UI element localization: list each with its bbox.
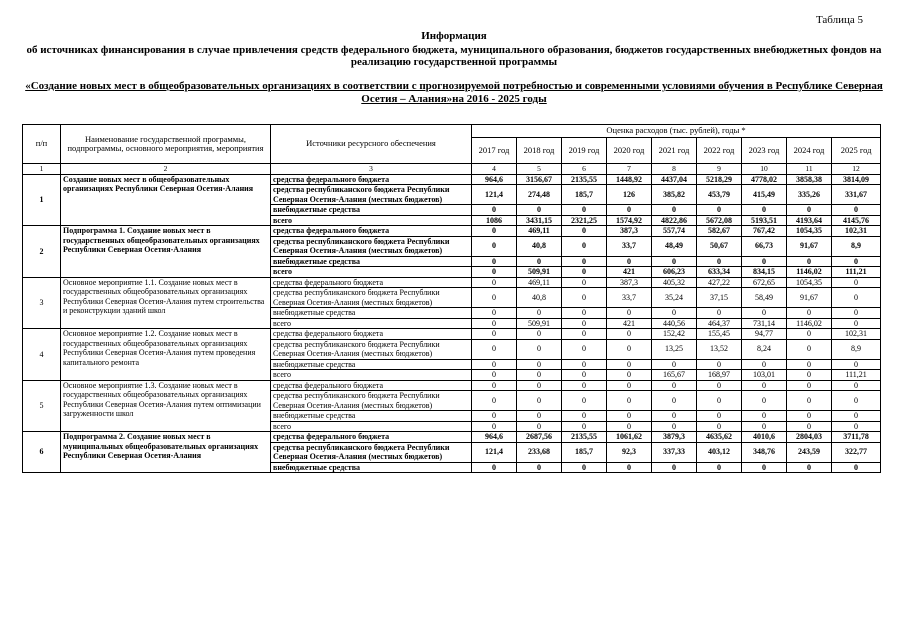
amount-cell: 40,8	[517, 288, 562, 308]
amount-cell: 415,49	[742, 185, 787, 205]
funding-source: внебюджетные средства	[271, 462, 472, 473]
amount-cell: 0	[607, 308, 652, 319]
amount-cell: 0	[832, 256, 881, 267]
column-index: 6	[562, 164, 607, 175]
funding-source: средства федерального бюджета	[271, 329, 472, 340]
amount-cell: 1146,02	[787, 318, 832, 329]
row-number: 6	[23, 432, 61, 473]
amount-cell: 0	[472, 277, 517, 288]
amount-cell: 35,24	[652, 288, 697, 308]
amount-cell: 0	[517, 329, 562, 340]
amount-cell: 405,32	[652, 277, 697, 288]
amount-cell: 0	[562, 391, 607, 411]
column-index: 7	[607, 164, 652, 175]
header-year: 2022 год	[697, 138, 742, 164]
amount-cell: 440,56	[652, 318, 697, 329]
amount-cell: 0	[787, 411, 832, 422]
amount-cell: 0	[517, 359, 562, 370]
amount-cell: 964,6	[472, 174, 517, 185]
amount-cell: 0	[562, 380, 607, 391]
amount-cell: 0	[472, 380, 517, 391]
funding-source: внебюджетные средства	[271, 411, 472, 422]
amount-cell: 33,7	[607, 288, 652, 308]
amount-cell: 582,67	[697, 226, 742, 237]
amount-cell: 102,31	[832, 226, 881, 237]
amount-cell: 0	[787, 462, 832, 473]
amount-cell: 427,22	[697, 277, 742, 288]
funding-source: внебюджетные средства	[271, 308, 472, 319]
amount-cell: 0	[562, 277, 607, 288]
program-name: Основное мероприятие 1.2. Создание новых мест в государственных общеобразовательных организациях Республики Северная Осетия-Алания путем проведения капитального ремонта	[61, 329, 271, 381]
amount-cell: 0	[472, 329, 517, 340]
column-index: 2	[61, 164, 271, 175]
program-name: Подпрограмма 1. Создание новых мест в государственных общеобразовательных организациях Республики Северная Осетия-Алания	[61, 226, 271, 278]
amount-cell: 0	[472, 226, 517, 237]
amount-cell: 0	[562, 288, 607, 308]
amount-cell: 0	[607, 411, 652, 422]
amount-cell: 767,42	[742, 226, 787, 237]
amount-cell: 233,68	[517, 442, 562, 462]
amount-cell: 40,8	[517, 236, 562, 256]
amount-cell: 606,23	[652, 267, 697, 278]
amount-cell: 0	[472, 256, 517, 267]
program-name: Подпрограмма 2. Создание новых мест в муниципальных общеобразовательных организациях Республики Северная Осетия-Алания	[61, 432, 271, 473]
amount-cell: 0	[562, 421, 607, 432]
amount-cell: 0	[517, 339, 562, 359]
amount-cell: 387,3	[607, 277, 652, 288]
amount-cell: 0	[697, 462, 742, 473]
amount-cell: 91,67	[787, 236, 832, 256]
amount-cell: 335,26	[787, 185, 832, 205]
header-source: Источники ресурсного обеспечения	[271, 125, 472, 164]
amount-cell: 2804,03	[787, 432, 832, 443]
amount-cell: 0	[517, 421, 562, 432]
amount-cell: 557,74	[652, 226, 697, 237]
amount-cell: 92,3	[607, 442, 652, 462]
amount-cell: 33,7	[607, 236, 652, 256]
amount-cell: 385,82	[652, 185, 697, 205]
amount-cell: 152,42	[652, 329, 697, 340]
amount-cell: 0	[562, 226, 607, 237]
amount-cell: 50,67	[697, 236, 742, 256]
amount-cell: 964,6	[472, 432, 517, 443]
table-row	[23, 329, 881, 340]
amount-cell: 0	[787, 308, 832, 319]
funding-source: средства федерального бюджета	[271, 174, 472, 185]
amount-cell: 121,4	[472, 185, 517, 205]
amount-cell: 0	[517, 308, 562, 319]
amount-cell: 0	[562, 370, 607, 381]
amount-cell: 8,9	[832, 339, 881, 359]
funding-source: всего	[271, 421, 472, 432]
amount-cell: 0	[787, 370, 832, 381]
funding-source: средства республиканского бюджета Республики Северная Осетия-Алания (местных бюджетов)	[271, 339, 472, 359]
amount-cell: 103,01	[742, 370, 787, 381]
document-subtitle: об источниках финансирования в случае привлечения средств федерального бюджета, муниципального образования, бюджетов государственных внебюджетных фондов на реализацию государственной программы	[26, 44, 882, 68]
amount-cell: 5672,08	[697, 215, 742, 226]
document-title: Информация	[421, 30, 487, 42]
funding-source: внебюджетные средства	[271, 205, 472, 216]
amount-cell: 94,77	[742, 329, 787, 340]
amount-cell: 4822,86	[652, 215, 697, 226]
amount-cell: 3711,78	[832, 432, 881, 443]
amount-cell: 0	[562, 411, 607, 422]
amount-cell: 2135,55	[562, 432, 607, 443]
amount-cell: 3431,15	[517, 215, 562, 226]
amount-cell: 0	[517, 256, 562, 267]
amount-cell: 0	[742, 380, 787, 391]
amount-cell: 0	[607, 421, 652, 432]
amount-cell: 0	[832, 277, 881, 288]
amount-cell: 155,45	[697, 329, 742, 340]
amount-cell: 111,21	[832, 370, 881, 381]
amount-cell: 0	[832, 318, 881, 329]
amount-cell: 0	[832, 411, 881, 422]
amount-cell: 0	[742, 359, 787, 370]
amount-cell: 0	[697, 308, 742, 319]
amount-cell: 0	[517, 462, 562, 473]
amount-cell: 0	[472, 318, 517, 329]
row-number: 4	[23, 329, 61, 381]
amount-cell: 421	[607, 318, 652, 329]
amount-cell: 185,7	[562, 185, 607, 205]
amount-cell: 0	[472, 308, 517, 319]
amount-cell: 0	[652, 421, 697, 432]
amount-cell: 0	[652, 462, 697, 473]
amount-cell: 2687,56	[517, 432, 562, 443]
amount-cell: 0	[562, 318, 607, 329]
amount-cell: 0	[607, 391, 652, 411]
amount-cell: 348,76	[742, 442, 787, 462]
amount-cell: 0	[472, 267, 517, 278]
header-year: 2020 год	[607, 138, 652, 164]
amount-cell: 4010,6	[742, 432, 787, 443]
amount-cell: 0	[472, 391, 517, 411]
amount-cell: 0	[562, 359, 607, 370]
amount-cell: 3814,09	[832, 174, 881, 185]
column-index: 9	[697, 164, 742, 175]
table-row	[23, 432, 881, 443]
amount-cell: 3156,67	[517, 174, 562, 185]
amount-cell: 509,91	[517, 318, 562, 329]
amount-cell: 13,52	[697, 339, 742, 359]
amount-cell: 168,97	[697, 370, 742, 381]
amount-cell: 4635,62	[697, 432, 742, 443]
amount-cell: 0	[697, 421, 742, 432]
funding-source: средства федерального бюджета	[271, 277, 472, 288]
amount-cell: 322,77	[832, 442, 881, 462]
funding-source: средства федерального бюджета	[271, 380, 472, 391]
funding-source: внебюджетные средства	[271, 256, 472, 267]
amount-cell: 509,91	[517, 267, 562, 278]
header-estimate: Оценка расходов (тыс. рублей), годы *	[472, 125, 881, 138]
header-name: Наименование государственной программы, подпрограммы, основного мероприятия, мероприятия	[61, 125, 271, 164]
amount-cell: 0	[607, 339, 652, 359]
amount-cell: 0	[787, 421, 832, 432]
funding-source: всего	[271, 267, 472, 278]
amount-cell: 0	[697, 380, 742, 391]
header-year: 2018 год	[517, 138, 562, 164]
program-name: Создание новых мест в общеобразовательных организациях Республики Северная Осетия-Алания	[61, 174, 271, 226]
funding-source: средства республиканского бюджета Республики Северная Осетия-Алания (местных бюджетов)	[271, 236, 472, 256]
amount-cell: 1448,92	[607, 174, 652, 185]
amount-cell: 1061,62	[607, 432, 652, 443]
amount-cell: 633,34	[697, 267, 742, 278]
amount-cell: 0	[562, 329, 607, 340]
amount-cell: 0	[472, 359, 517, 370]
amount-cell: 0	[472, 370, 517, 381]
amount-cell: 337,33	[652, 442, 697, 462]
amount-cell: 91,67	[787, 288, 832, 308]
table-row	[23, 226, 881, 237]
table-row	[23, 277, 881, 288]
column-index: 4	[472, 164, 517, 175]
amount-cell: 0	[652, 308, 697, 319]
amount-cell: 0	[652, 256, 697, 267]
table-row	[23, 380, 881, 391]
amount-cell: 421	[607, 267, 652, 278]
amount-cell: 0	[832, 391, 881, 411]
amount-cell: 0	[742, 411, 787, 422]
amount-cell: 37,15	[697, 288, 742, 308]
amount-cell: 0	[787, 391, 832, 411]
column-index: 3	[271, 164, 472, 175]
program-title: «Создание новых мест в общеобразовательных организациях в соответствии с прогнозируемой потребностью и современными условиями обучения в Республике Северная Осетия – Алания»на 2016 - 2025 годы	[25, 80, 883, 105]
column-index: 8	[652, 164, 697, 175]
column-index: 12	[832, 164, 881, 175]
row-number: 5	[23, 380, 61, 432]
amount-cell: 469,11	[517, 277, 562, 288]
amount-cell: 126	[607, 185, 652, 205]
program-name: Основное мероприятие 1.3. Создание новых мест в государственных общеобразовательных организациях Республики Северная Осетия-Алания путем оптимизации загруженности школ	[61, 380, 271, 432]
amount-cell: 58,49	[742, 288, 787, 308]
amount-cell: 0	[472, 339, 517, 359]
amount-cell: 0	[472, 288, 517, 308]
amount-cell: 0	[652, 411, 697, 422]
amount-cell: 274,48	[517, 185, 562, 205]
amount-cell: 0	[742, 205, 787, 216]
amount-cell: 672,65	[742, 277, 787, 288]
amount-cell: 0	[697, 359, 742, 370]
funding-source: средства республиканского бюджета Республики Северная Осетия-Алания (местных бюджетов)	[271, 185, 472, 205]
amount-cell: 0	[517, 380, 562, 391]
funding-source: всего	[271, 215, 472, 226]
amount-cell: 0	[832, 462, 881, 473]
amount-cell: 0	[832, 359, 881, 370]
amount-cell: 0	[517, 391, 562, 411]
amount-cell: 8,9	[832, 236, 881, 256]
column-index: 11	[787, 164, 832, 175]
column-index: 5	[517, 164, 562, 175]
amount-cell: 1054,35	[787, 277, 832, 288]
program-name: Основное мероприятие 1.1. Создание новых мест в государственных общеобразовательных организациях Республики Северная Осетия-Алания путем строительства и реконструкции зданий школ	[61, 277, 271, 329]
amount-cell: 2321,25	[562, 215, 607, 226]
amount-cell: 2135,55	[562, 174, 607, 185]
amount-cell: 834,15	[742, 267, 787, 278]
row-number: 1	[23, 174, 61, 226]
amount-cell: 0	[697, 205, 742, 216]
amount-cell: 0	[607, 370, 652, 381]
amount-cell: 165,67	[652, 370, 697, 381]
amount-cell: 66,73	[742, 236, 787, 256]
amount-cell: 0	[787, 256, 832, 267]
amount-cell: 48,49	[652, 236, 697, 256]
amount-cell: 5218,29	[697, 174, 742, 185]
amount-cell: 0	[562, 462, 607, 473]
amount-cell: 4778,02	[742, 174, 787, 185]
amount-cell: 1146,02	[787, 267, 832, 278]
funding-source: средства республиканского бюджета Республики Северная Осетия-Алания (местных бюджетов)	[271, 442, 472, 462]
header-year: 2024 год	[787, 138, 832, 164]
amount-cell: 0	[562, 308, 607, 319]
amount-cell: 185,7	[562, 442, 607, 462]
amount-cell: 0	[607, 359, 652, 370]
amount-cell: 243,59	[787, 442, 832, 462]
amount-cell: 0	[742, 256, 787, 267]
amount-cell: 331,67	[832, 185, 881, 205]
amount-cell: 0	[787, 359, 832, 370]
amount-cell: 0	[652, 391, 697, 411]
amount-cell: 0	[517, 205, 562, 216]
amount-cell: 0	[517, 370, 562, 381]
amount-cell: 0	[787, 205, 832, 216]
amount-cell: 4145,76	[832, 215, 881, 226]
amount-cell: 453,79	[697, 185, 742, 205]
amount-cell: 0	[607, 205, 652, 216]
amount-cell: 0	[832, 205, 881, 216]
amount-cell: 403,12	[697, 442, 742, 462]
amount-cell: 0	[562, 205, 607, 216]
amount-cell: 0	[697, 256, 742, 267]
amount-cell: 0	[607, 256, 652, 267]
funding-source: средства республиканского бюджета Республики Северная Осетия-Алания (местных бюджетов)	[271, 391, 472, 411]
amount-cell: 0	[787, 339, 832, 359]
header-year: 2025 год	[832, 138, 881, 164]
amount-cell: 3879,3	[652, 432, 697, 443]
amount-cell: 464,37	[697, 318, 742, 329]
header-year: 2017 год	[472, 138, 517, 164]
amount-cell: 0	[697, 411, 742, 422]
amount-cell: 0	[562, 267, 607, 278]
funding-source: внебюджетные средства	[271, 359, 472, 370]
amount-cell: 0	[607, 329, 652, 340]
funding-source: средства федерального бюджета	[271, 226, 472, 237]
column-index: 1	[23, 164, 61, 175]
funding-source: всего	[271, 370, 472, 381]
funding-source: всего	[271, 318, 472, 329]
header-num: п/п	[23, 125, 61, 164]
funding-source: средства федерального бюджета	[271, 432, 472, 443]
amount-cell: 0	[832, 380, 881, 391]
amount-cell: 0	[832, 308, 881, 319]
amount-cell: 3858,38	[787, 174, 832, 185]
amount-cell: 1086	[472, 215, 517, 226]
amount-cell: 102,31	[832, 329, 881, 340]
amount-cell: 387,3	[607, 226, 652, 237]
amount-cell: 4437,04	[652, 174, 697, 185]
amount-cell: 0	[472, 462, 517, 473]
amount-cell: 731,14	[742, 318, 787, 329]
amount-cell: 0	[742, 421, 787, 432]
amount-cell: 121,4	[472, 442, 517, 462]
header-year: 2023 год	[742, 138, 787, 164]
amount-cell: 469,11	[517, 226, 562, 237]
row-number: 3	[23, 277, 61, 329]
amount-cell: 1574,92	[607, 215, 652, 226]
amount-cell: 0	[652, 359, 697, 370]
row-number: 2	[23, 226, 61, 278]
amount-cell: 0	[742, 308, 787, 319]
funding-source: средства республиканского бюджета Республики Северная Осетия-Алания (местных бюджетов)	[271, 288, 472, 308]
amount-cell: 0	[517, 411, 562, 422]
amount-cell: 5193,51	[742, 215, 787, 226]
amount-cell: 0	[832, 288, 881, 308]
amount-cell: 13,25	[652, 339, 697, 359]
amount-cell: 0	[652, 380, 697, 391]
table-number-label: Таблица 5	[815, 14, 863, 26]
amount-cell: 0	[472, 205, 517, 216]
amount-cell: 0	[742, 462, 787, 473]
amount-cell: 0	[832, 421, 881, 432]
amount-cell: 4193,64	[787, 215, 832, 226]
amount-cell: 0	[652, 205, 697, 216]
amount-cell: 0	[472, 236, 517, 256]
amount-cell: 0	[742, 391, 787, 411]
amount-cell: 0	[472, 421, 517, 432]
table-row	[23, 174, 881, 185]
amount-cell: 8,24	[742, 339, 787, 359]
amount-cell: 0	[787, 329, 832, 340]
header-year: 2021 год	[652, 138, 697, 164]
amount-cell: 0	[607, 462, 652, 473]
amount-cell: 0	[787, 380, 832, 391]
amount-cell: 111,21	[832, 267, 881, 278]
amount-cell: 1054,35	[787, 226, 832, 237]
amount-cell: 0	[562, 256, 607, 267]
header-year: 2019 год	[562, 138, 607, 164]
financing-table	[22, 124, 881, 473]
amount-cell: 0	[562, 236, 607, 256]
amount-cell: 0	[697, 391, 742, 411]
amount-cell: 0	[472, 411, 517, 422]
amount-cell: 0	[607, 380, 652, 391]
amount-cell: 0	[562, 339, 607, 359]
column-index: 10	[742, 164, 787, 175]
